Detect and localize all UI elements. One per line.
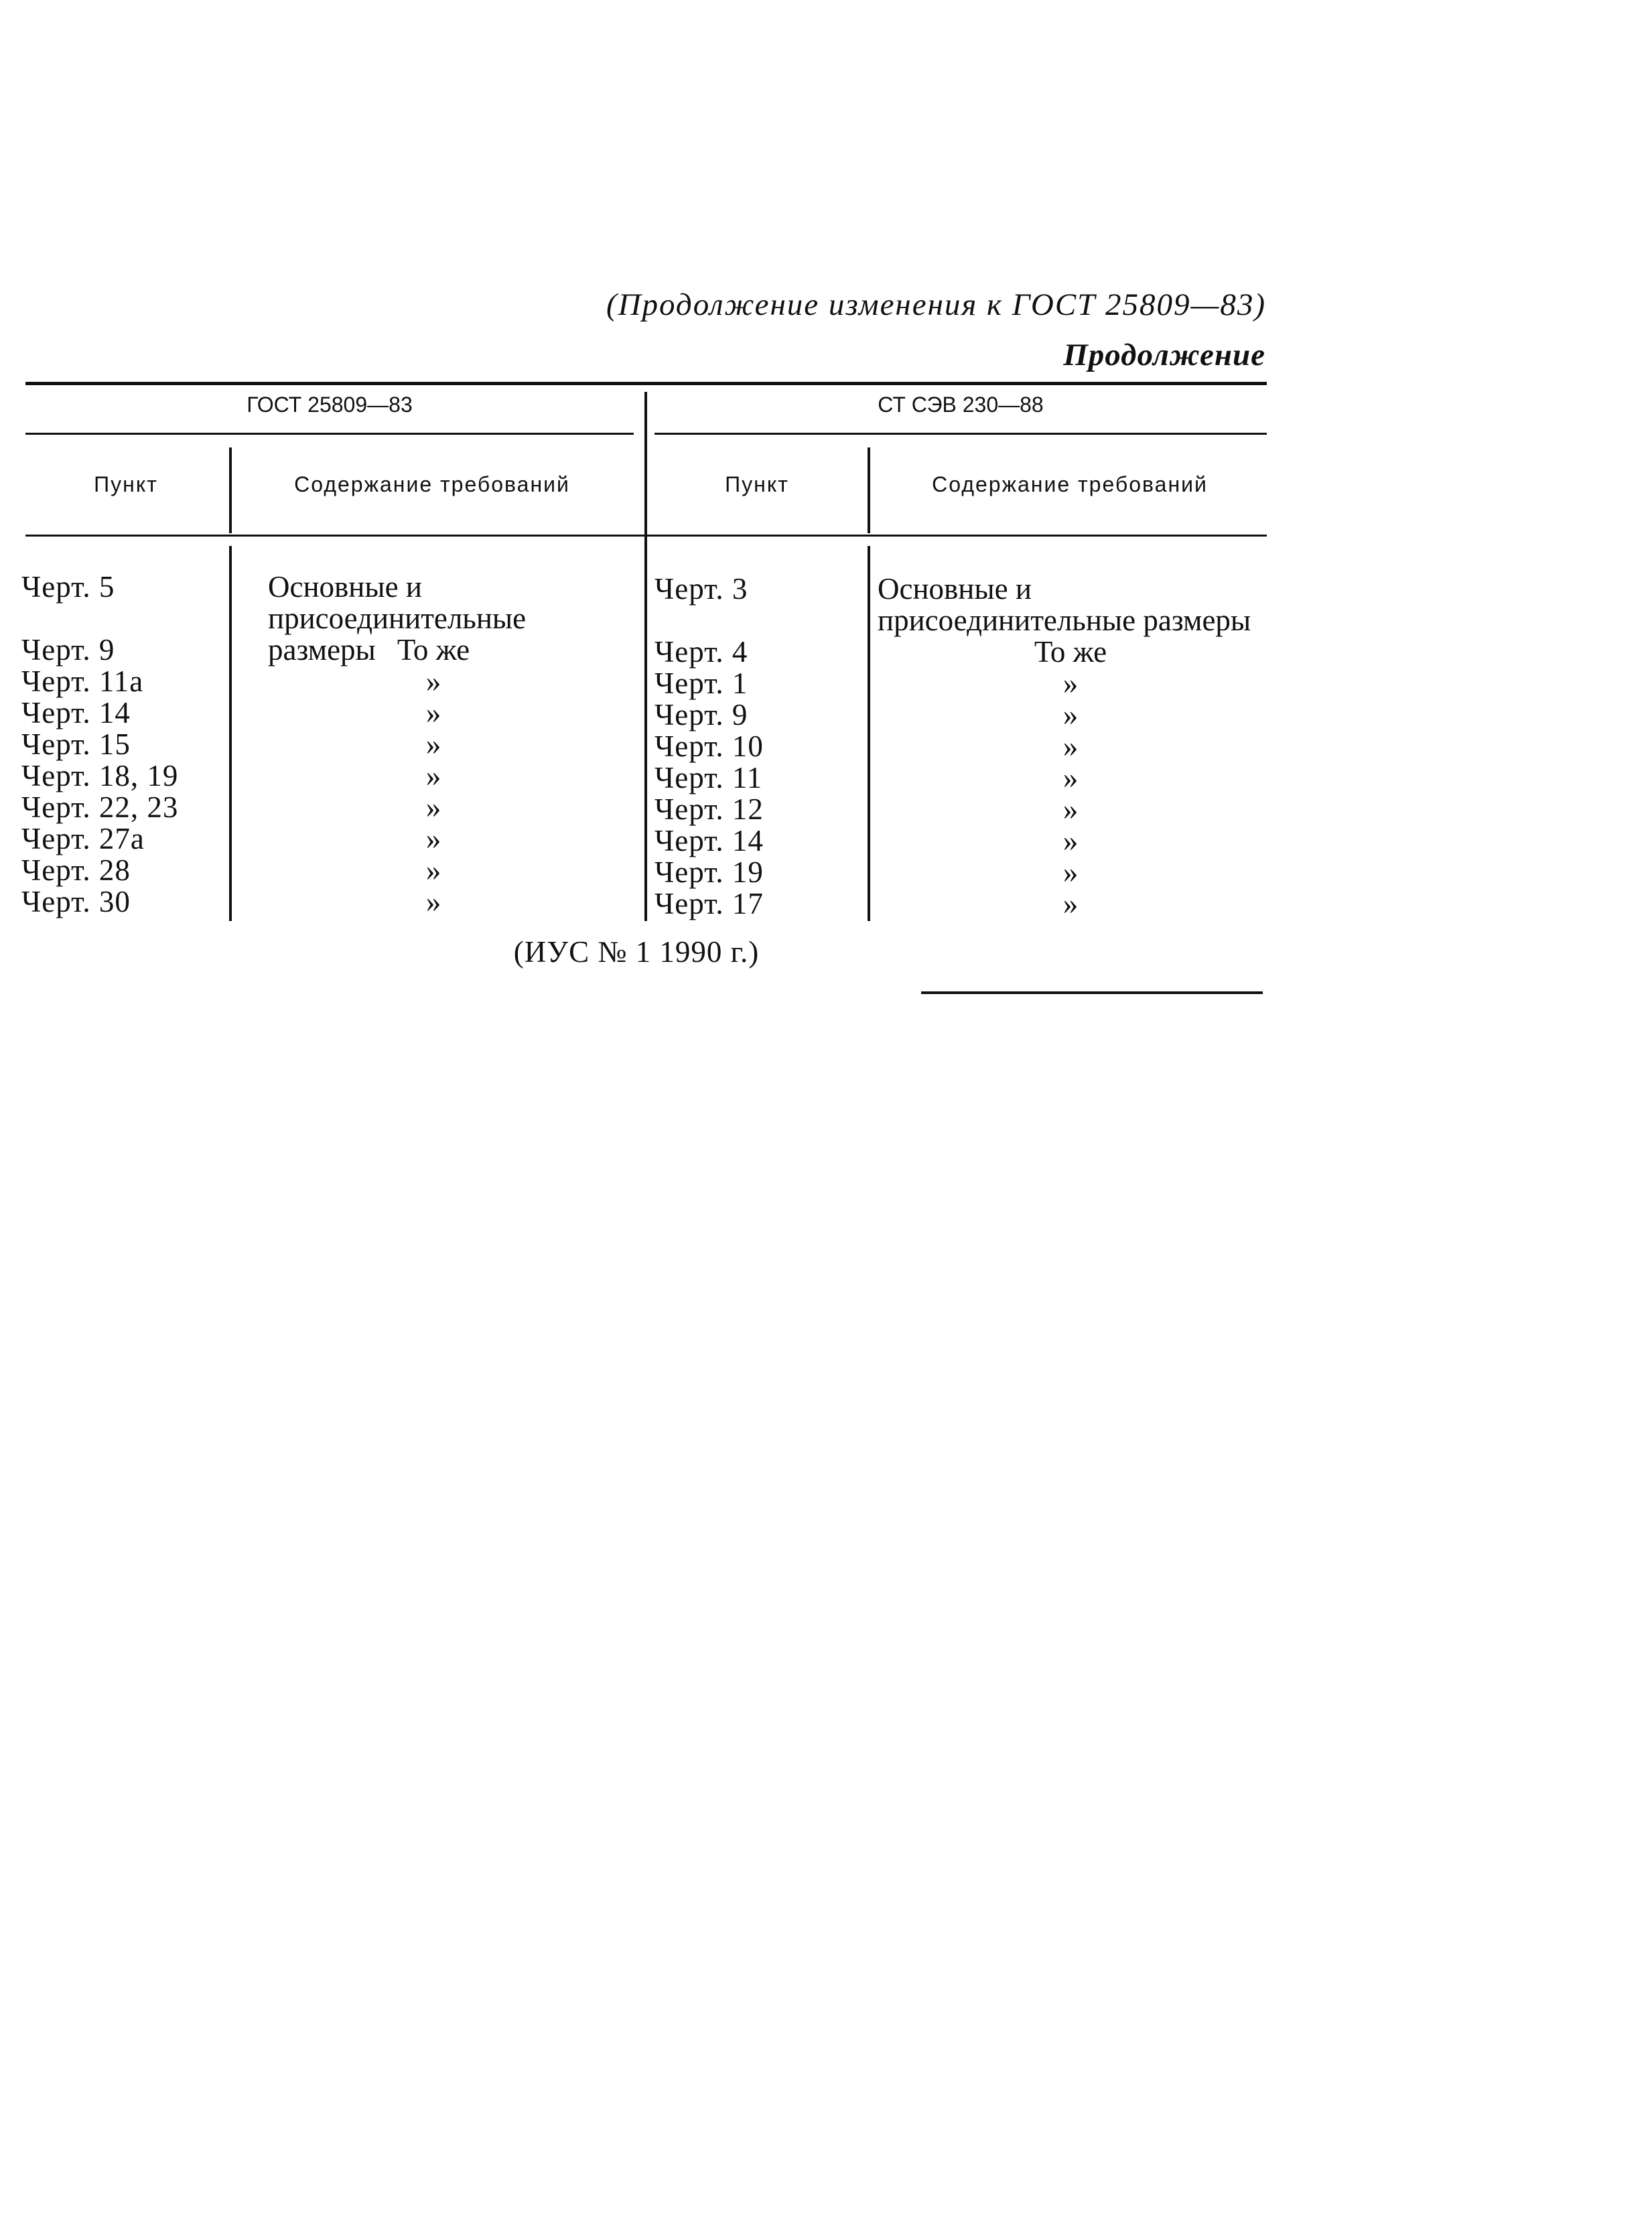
right-row-content: » — [1062, 761, 1079, 794]
left-row-content: » — [425, 853, 441, 887]
right-inner-divider — [868, 447, 870, 533]
continuation-label: Продолжение — [1063, 338, 1265, 372]
right-row-content: » — [1062, 887, 1079, 920]
table-top-rule — [25, 382, 1267, 385]
right-item-header: Пункт — [725, 472, 789, 496]
left-row-content: » — [425, 759, 441, 792]
right-body-divider — [868, 546, 870, 921]
left-content-header: Содержание требований — [294, 472, 570, 496]
right-row-content: Основные и присоединительные размеры — [878, 572, 1251, 637]
right-row-content: » — [1062, 698, 1079, 731]
right-row-item: Черт. 12 — [655, 792, 764, 826]
right-row-content: » — [1062, 792, 1079, 826]
left-row-item: Черт. 30 — [21, 885, 131, 918]
right-row-item: Черт. 10 — [655, 729, 764, 763]
left-row-content: » — [425, 822, 441, 855]
left-row-item: Черт. 22, 23 — [21, 790, 179, 824]
left-row-content: » — [425, 665, 441, 698]
right-row-item: Черт. 1 — [655, 667, 748, 700]
end-rule — [921, 991, 1263, 994]
right-content-header: Содержание требований — [932, 472, 1208, 496]
right-row-item: Черт. 17 — [655, 887, 764, 920]
right-row-content: » — [1062, 667, 1079, 700]
right-row-content: » — [1062, 729, 1079, 763]
left-item-header: Пункт — [94, 472, 158, 496]
left-row-content: » — [425, 727, 441, 761]
right-row-item: Черт. 11 — [655, 761, 763, 794]
right-row-content: » — [1062, 855, 1079, 889]
left-row-content: » — [425, 696, 441, 729]
right-row-item: Черт. 3 — [655, 572, 748, 606]
left-row-item: Черт. 18, 19 — [21, 759, 179, 792]
left-row-item: Черт. 28 — [21, 853, 131, 887]
left-group-rule — [25, 433, 634, 435]
right-row-item: Черт. 19 — [655, 855, 764, 889]
left-row-item: Черт. 14 — [21, 696, 131, 729]
left-row-item: Черт. 5 — [21, 570, 115, 604]
right-group-header: СТ СЭВ 230—88 — [878, 393, 1044, 417]
left-row-content: Основные и присоединительные размеры — [268, 570, 527, 667]
left-row-content: То же — [397, 633, 470, 667]
right-row-item: Черт. 4 — [655, 635, 748, 669]
running-title: (Продолжение изменения к ГОСТ 25809—83) — [606, 287, 1266, 322]
source-note: (ИУС № 1 1990 г.) — [513, 935, 760, 969]
left-group-header: ГОСТ 25809—83 — [247, 393, 413, 417]
left-row-item: Черт. 11а — [21, 665, 144, 698]
left-inner-divider — [229, 447, 232, 533]
right-row-content: То же — [1034, 635, 1107, 669]
left-row-content: » — [425, 885, 441, 918]
left-row-content: » — [425, 790, 441, 824]
right-row-content: » — [1062, 824, 1079, 857]
right-row-item: Черт. 9 — [655, 698, 748, 731]
right-group-rule — [655, 433, 1267, 435]
left-row-item: Черт. 27а — [21, 822, 145, 855]
left-row-item: Черт. 9 — [21, 633, 115, 667]
right-row-item: Черт. 14 — [655, 824, 764, 857]
left-body-divider — [229, 546, 232, 921]
left-row-item: Черт. 15 — [21, 727, 131, 761]
center-divider — [644, 392, 647, 921]
